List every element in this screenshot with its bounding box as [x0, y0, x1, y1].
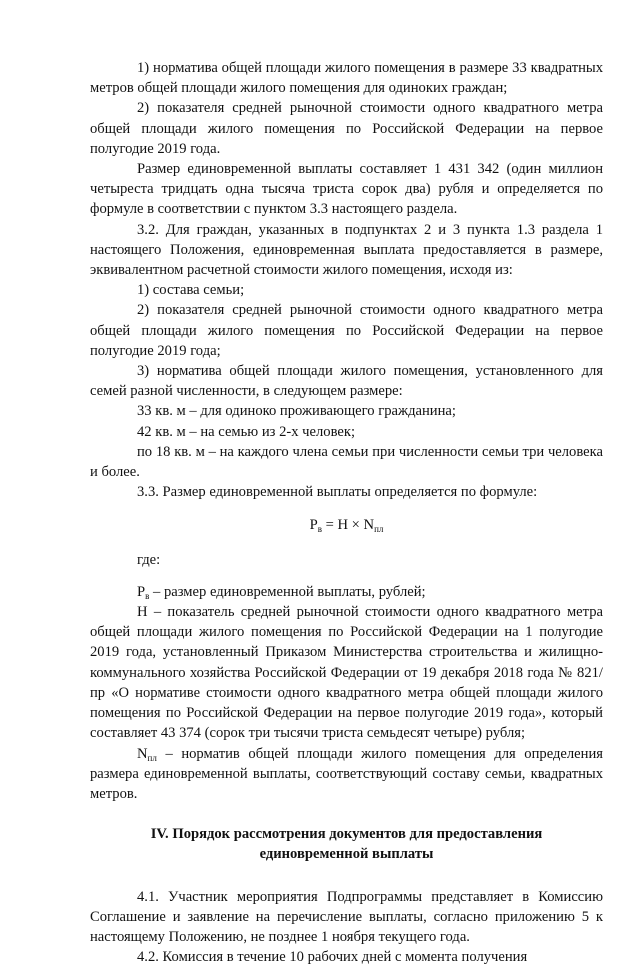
paragraph-family-composition: 1) состава семьи;	[137, 282, 245, 299]
paragraph-item-1: 1) норматива общей площади жилого помещения в размере 33 квадратных метров общей площади жилого помещения для одиноких граждан;	[90, 60, 603, 97]
formula-lhs: Р	[309, 517, 318, 534]
formula-rhs-sub: пл	[374, 524, 384, 535]
paragraph-norm-single: 33 кв. м – для одиноко проживающего гражданина;	[137, 403, 456, 420]
paragraph-3-2: 3.2. Для граждан, указанных в подпунктах 2 и 3 пункта 1.3 раздела 1 настоящего Положения, единовременная выплата предоставляется в размере, эквивалентном расчетной стоимости жилого помещения, исходя из:	[90, 221, 603, 279]
formula-mid: = Н × N	[321, 517, 375, 534]
pv-sub: в	[145, 590, 150, 601]
pv-text: – размер единовременной выплаты, рублей;	[149, 583, 426, 600]
paragraph-4-1: 4.1. Участник мероприятия Подпрограммы представляет в Комиссию Соглашение и заявление на перечисление выплаты, согласно приложению 5 к настоящему Положению, не позднее 1 ноября текущего года.	[90, 888, 603, 945]
n-text: – норматив общей площади жилого помещения для определения размера единовременной выплаты, соответствующий составу семьи, квадратных метров.	[90, 745, 603, 802]
paragraph-norm-three-plus: по 18 кв. м – на каждого члена семьи при численности семьи три человека и более.	[90, 443, 603, 481]
paragraph-4-2: 4.2. Комиссия в течение 10 рабочих дней с момента получения	[137, 949, 528, 966]
formula-lhs-sub: в	[317, 524, 322, 535]
definition-n	[90, 744, 603, 805]
paragraph-market-price: 2) показателя средней рыночной стоимости одного квадратного метра общей площади жилого помещения по Российской Федерации на первое полугодие 2019 года;	[90, 302, 603, 359]
definition-h: Н – показатель средней рыночной стоимости одного квадратного метра общей площади жилого помещения по Российской Федерации на 1 полугодие 2019 года, установленный Приказом Министерства строительства и жилищно-коммунального хозяйства Российской Федерации от 19 декабря 2018 года № 821/пр «О нормативе стоимости одного квадратного метра общей площади жилого помещения по Российской Федерации на первое полугодие 2019 года», который составляет 43 374 (сорок три тысячи триста семьдесят четыре) рубля;	[90, 604, 603, 742]
document-page	[90, 58, 603, 967]
where-label: где:	[137, 551, 161, 568]
paragraph-area-norm: 3) норматива общей площади жилого помещения, установленного для семей разной численности, в следующем размере:	[90, 363, 603, 400]
pv-symbol: Р	[137, 583, 146, 600]
paragraph-payment-size: Размер единовременной выплаты составляет 1 431 342 (один миллион четыреста тридцать одна тысяча триста сорок два) рубля и определяется по формуле в соответствии с пунктом 3.3 настоящего раздела.	[90, 161, 603, 218]
n-symbol: N	[137, 745, 148, 762]
paragraph-item-2: 2) показателя средней рыночной стоимости одного квадратного метра общей площади жилого помещения по Российской Федерации на первое полугодие 2019 года.	[90, 100, 603, 157]
paragraph-norm-two: 42 кв. м – на семью из 2-х человек;	[137, 423, 356, 440]
definition-pv	[90, 582, 603, 602]
n-sub: пл	[147, 752, 157, 763]
formula	[90, 515, 603, 535]
section-heading: IV. Порядок рассмотрения документов для предоставления единовременной выплаты	[150, 826, 543, 863]
paragraph-3-3: 3.3. Размер единовременной выплаты определяется по формуле:	[137, 484, 538, 501]
